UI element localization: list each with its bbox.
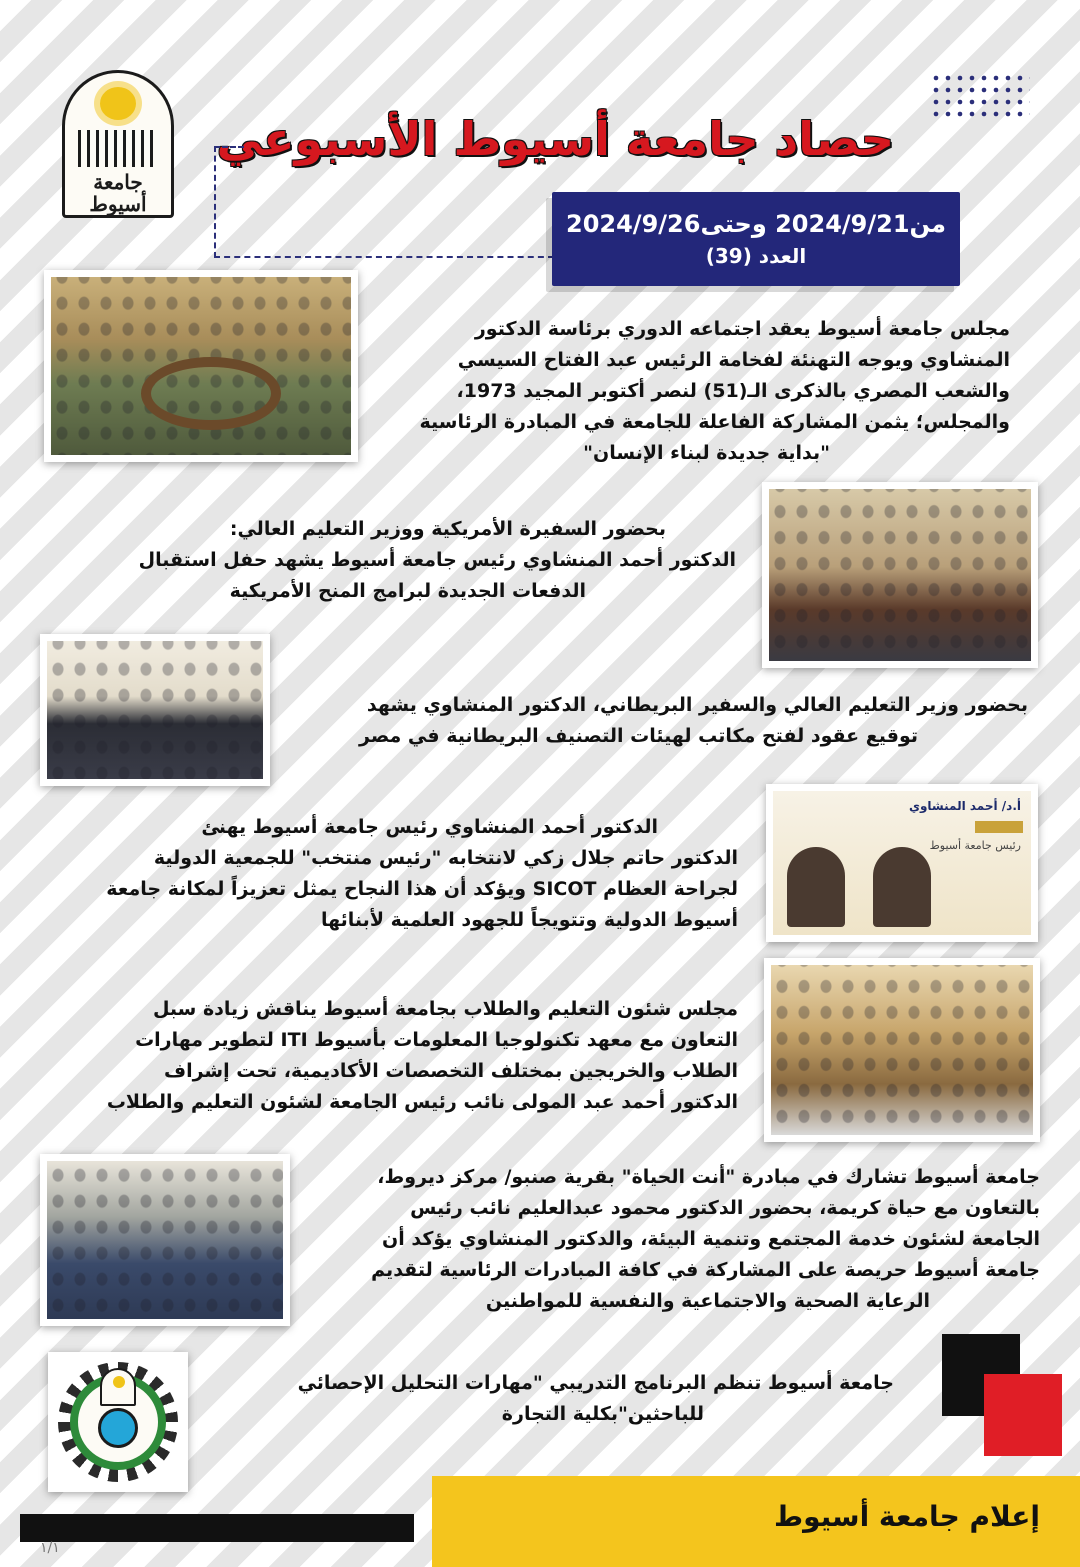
news-line: أسيوط الدولية وتتويجاً للجهود العلمية لأبنائها xyxy=(320,909,738,931)
decorative-block-red xyxy=(984,1374,1062,1456)
news-line: جامعة أسيوط تشارك في مبادرة "أنت الحياة" بقرية صنبو/ مركز ديروط، xyxy=(377,1166,1040,1188)
news-line: الجامعة لشئون خدمة المجتمع وتنمية البيئة، والدكتور المنشاوي يؤكد أن xyxy=(382,1228,1040,1250)
news-line: بالتعاون مع حياة كريمة، بحضور الدكتور محمود عبدالعليم نائب رئيس xyxy=(410,1197,1040,1219)
dashed-connector xyxy=(214,146,216,258)
news-photo-council-meeting xyxy=(44,270,358,462)
news-line: الدكتور أحمد المنشاوي رئيس جامعة أسيوط يشهد حفل استقبال xyxy=(138,549,736,571)
footer-text: إعلام جامعة أسيوط xyxy=(773,1500,1040,1533)
news-line: مجلس جامعة أسيوط يعقد اجتماعه الدوري برئاسة الدكتور xyxy=(474,318,1010,340)
university-logo xyxy=(62,70,174,218)
page-title: حصاد جامعة أسيوط الأسبوعي xyxy=(216,112,894,166)
card-role: رئيس جامعة أسيوط xyxy=(929,839,1021,852)
sun-icon xyxy=(100,87,136,120)
page-number: ١/١ xyxy=(40,1540,60,1556)
owl-icon xyxy=(98,1408,138,1448)
news-line: بحضور وزير التعليم العالي والسفير البريطاني، الدكتور المنشاوي يشهد xyxy=(366,694,1028,716)
dashed-connector xyxy=(214,146,244,148)
card-banner xyxy=(975,821,1023,833)
logo-rays xyxy=(78,130,158,167)
news-line: الدكتور أحمد عبد المولى نائب رئيس الجامعة لشئون التعليم والطلاب xyxy=(106,1091,738,1113)
news-line: للباحثين"بكلية التجارة xyxy=(501,1403,704,1425)
news-line: الطلاب والخريجين بمختلف التخصصات الأكاديمية، تحت إشراف xyxy=(164,1060,738,1082)
news-line: الدكتور أحمد المنشاوي رئيس جامعة أسيوط يهنئ xyxy=(201,816,658,838)
card-name: أ.د/ أحمد المنشاوي xyxy=(908,799,1021,813)
news-photo-congratulation-card xyxy=(766,784,1038,942)
decorative-dots xyxy=(930,72,1030,122)
news-line: الدفعات الجديدة لبرامج المنح الأمريكية xyxy=(229,580,586,602)
portrait-left xyxy=(787,847,845,927)
portrait-right xyxy=(873,847,931,927)
news-line: والشعب المصري بالذكرى الـ(51) لنصر أكتوبر المجيد 1973، xyxy=(456,380,1010,402)
news-item-3 xyxy=(288,690,1028,752)
dashed-connector xyxy=(214,256,554,258)
news-item-1 xyxy=(350,314,1010,469)
news-line: التعاون مع معهد تكنولوجيا المعلومات بأسيوط ITI لتطوير مهارات xyxy=(135,1029,738,1051)
news-line: لجراحة العظام SICOT ويؤكد أن هذا النجاح يمثل تعزيزاً لمكانة جامعة xyxy=(106,878,738,900)
news-line: جامعة أسيوط حريصة على المشاركة في كافة المبادرات الرئاسية لتقديم xyxy=(371,1259,1040,1281)
news-item-6 xyxy=(300,1162,1040,1317)
news-line: "بداية جديدة لبناء الإنسان" xyxy=(583,442,830,464)
news-photo-education-council xyxy=(764,958,1040,1142)
news-line: جامعة أسيوط تنظم البرنامج التدريبي "مهارات التحليل الإحصائي xyxy=(297,1372,894,1394)
news-line: والمجلس؛ يثمن المشاركة الفاعلة للجامعة في المبادرة الرئاسية xyxy=(419,411,1010,433)
news-line: الرعاية الصحية والاجتماعية والنفسية للمواطنين xyxy=(485,1290,930,1312)
news-item-5 xyxy=(38,994,738,1118)
news-item-4 xyxy=(38,812,738,936)
logo-text: جامعة أسيوط xyxy=(89,170,147,216)
news-line: توقيع عقود لفتح مكاتب لهيئات التصنيف البريطانية في مصر xyxy=(359,725,918,747)
news-line: بحضور السفيرة الأمريكية ووزير التعليم العالي: xyxy=(229,518,666,540)
university-emblem-icon xyxy=(100,1368,136,1406)
news-line: المنشاوي ويوجه التهنئة لفخامة الرئيس عبد الفتاح السيسي xyxy=(457,349,1010,371)
news-photo-you-are-life-initiative xyxy=(40,1154,290,1326)
news-item-2 xyxy=(36,514,736,607)
date-range: من2024/9/21 وحتى2024/9/26 xyxy=(566,210,946,238)
issue-number: العدد (39) xyxy=(705,244,807,268)
date-range-box xyxy=(552,192,960,286)
news-line: الدكتور حاتم جلال زكي لانتخابه "رئيس منتخب" للجمعية الدولية xyxy=(153,847,738,869)
news-line: مجلس شئون التعليم والطلاب بجامعة أسيوط يناقش زيادة سبل xyxy=(152,998,738,1020)
news-photo-american-ambassador xyxy=(762,482,1038,668)
footer-black-bar xyxy=(20,1514,414,1542)
news-photo-british-ambassador xyxy=(40,634,270,786)
commerce-faculty-logo xyxy=(48,1352,188,1492)
news-item-7 xyxy=(214,1368,894,1430)
